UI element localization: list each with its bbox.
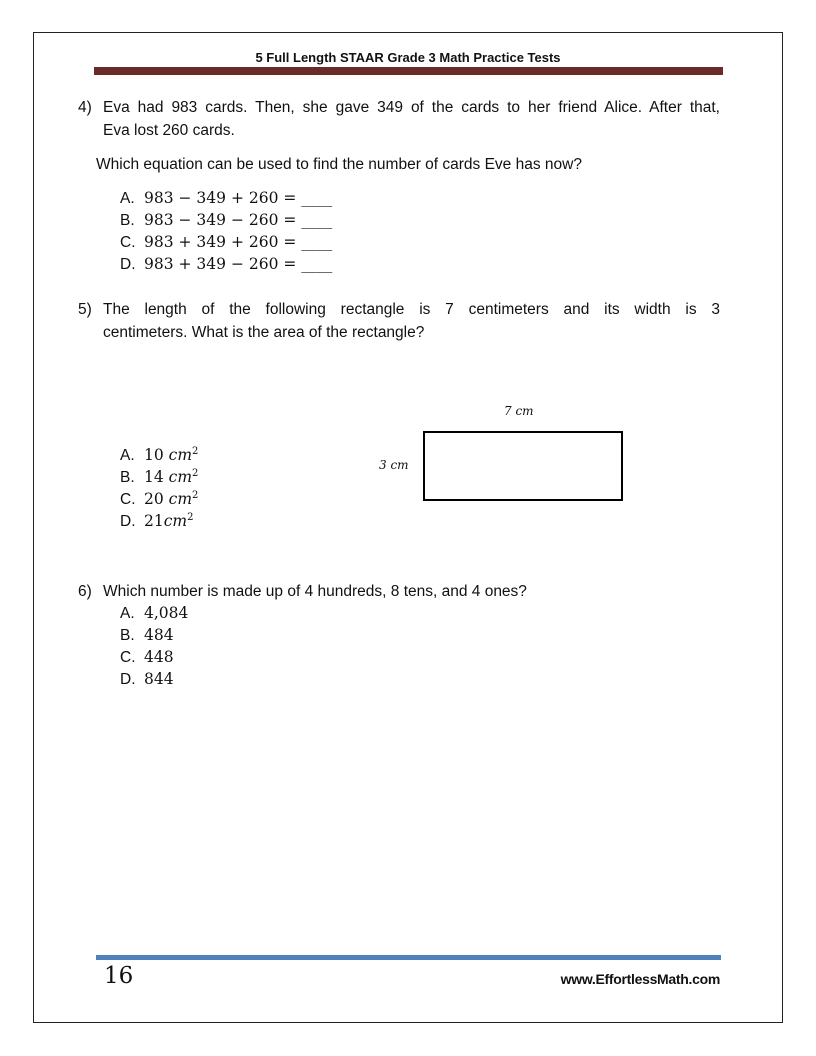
option-d[interactable] [120,670,174,689]
question-number: 6) [78,583,92,600]
option-value: 844 [144,670,174,688]
option-value: 10 [144,446,169,465]
option-a[interactable] [120,446,198,465]
option-letter: B. [120,627,135,644]
option-unit: cm [168,446,193,465]
rectangle-length-label: 7 cm [504,404,534,418]
option-value: 20 [144,490,169,509]
option-value: 21 [144,512,164,531]
option-letter: A. [120,447,135,465]
option-unit: cm [163,512,188,531]
question-text-line-2: Eva lost 260 cards. [103,122,235,139]
option-letter: A. [120,605,135,622]
question-number: 5) [78,301,92,318]
option-exponent: 2 [187,512,194,523]
option-value: 4,084 [144,604,189,622]
option-c[interactable] [120,648,174,667]
rectangle-width-label: 3 cm [379,458,409,472]
question-number: 4) [78,99,92,116]
question-text-line-2: centimeters. What is the area of the rectangle? [103,324,425,341]
option-letter: A. [120,190,135,207]
option-value: 14 [144,468,169,487]
option-equation: 983 + 349 − 260 = ____ [144,255,333,273]
option-a[interactable] [120,189,332,208]
header-divider [94,67,723,75]
option-c[interactable] [120,233,332,252]
option-letter: D. [120,513,136,531]
question-text-line-1: The length of the following rectangle is 7 centimeters and its width is 3 [103,301,720,318]
option-b[interactable] [120,626,174,645]
rectangle-figure [423,431,623,501]
footer-divider [96,955,721,960]
option-letter: D. [120,256,136,273]
option-letter: C. [120,234,136,251]
header-title: 5 Full Length STAAR Grade 3 Math Practice Tests [255,50,561,65]
option-exponent: 2 [192,468,199,479]
option-equation: 983 − 349 + 260 = ____ [144,189,333,207]
option-letter: B. [120,212,135,229]
option-b[interactable] [120,211,332,230]
option-d[interactable] [120,512,194,531]
option-unit: cm [168,490,193,509]
option-letter: C. [120,649,136,666]
option-letter: D. [120,671,136,688]
option-unit: cm [168,468,193,487]
question-prompt: Which equation can be used to find the number of cards Eve has now? [96,156,582,173]
option-d[interactable] [120,255,332,274]
option-exponent: 2 [192,490,199,501]
question-text: Which number is made up of 4 hundreds, 8 tens, and 4 ones? [103,583,527,600]
option-value: 484 [144,626,174,644]
option-b[interactable] [120,468,198,487]
option-equation: 983 + 349 + 260 = ____ [144,233,333,251]
option-c[interactable] [120,490,198,509]
website-link[interactable]: www.EffortlessMath.com [560,971,720,987]
option-a[interactable] [120,604,188,623]
option-letter: B. [120,469,135,487]
option-letter: C. [120,491,136,509]
option-value: 448 [144,648,174,666]
page-number: 16 [104,963,134,989]
option-equation: 983 − 349 − 260 = ____ [144,211,333,229]
option-exponent: 2 [192,446,199,457]
question-text-line-1: Eva had 983 cards. Then, she gave 349 of the cards to her friend Alice. After that, [103,99,720,116]
